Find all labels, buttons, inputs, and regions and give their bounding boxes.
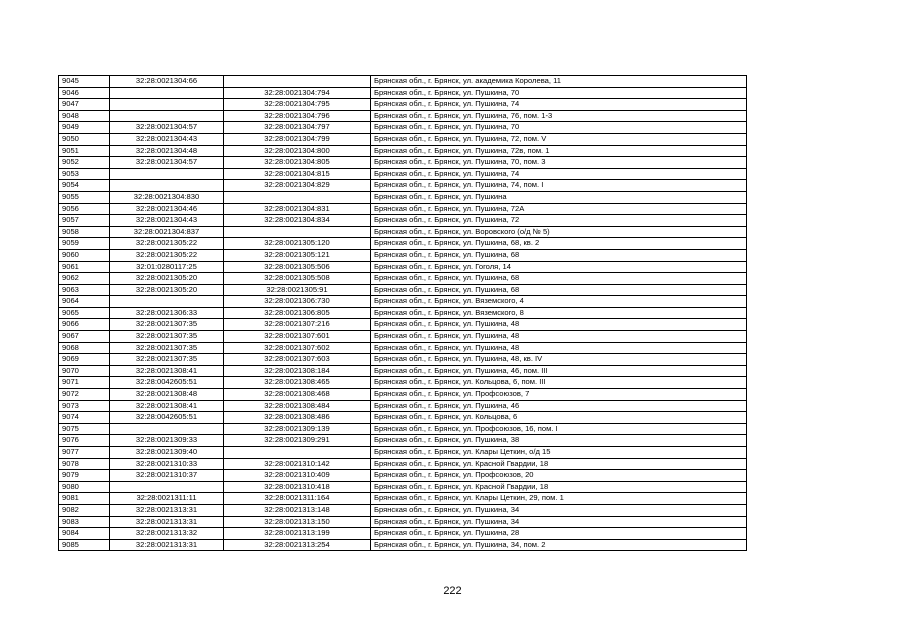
object-cadastral-number-cell: 32:28:0021309:291 <box>224 435 371 447</box>
object-cadastral-number-cell <box>224 447 371 459</box>
land-cadastral-number-cell: 32:28:0021304:43 <box>110 133 224 145</box>
object-cadastral-number-cell <box>224 226 371 238</box>
address-cell: Брянская обл., г. Брянск, ул. академика Королева, 11 <box>371 76 747 88</box>
object-cadastral-number-cell: 32:28:0021305:91 <box>224 284 371 296</box>
land-cadastral-number-cell: 32:28:0021304:837 <box>110 226 224 238</box>
address-cell: Брянская обл., г. Брянск, ул. Клары Цеткин, о/д 15 <box>371 447 747 459</box>
row-number-cell: 9046 <box>59 87 110 99</box>
object-cadastral-number-cell: 32:28:0021308:486 <box>224 412 371 424</box>
object-cadastral-number-cell: 32:28:0021305:120 <box>224 238 371 250</box>
table-row <box>59 284 747 296</box>
object-cadastral-number-cell: 32:28:0021313:148 <box>224 504 371 516</box>
land-cadastral-number-cell: 32:28:0021305:22 <box>110 238 224 250</box>
land-cadastral-number-cell: 32:28:0021304:57 <box>110 122 224 134</box>
registry-table-body <box>59 76 747 551</box>
table-row <box>59 273 747 285</box>
table-row <box>59 470 747 482</box>
land-cadastral-number-cell <box>110 296 224 308</box>
table-row <box>59 168 747 180</box>
land-cadastral-number-cell: 32:28:0021305:20 <box>110 284 224 296</box>
land-cadastral-number-cell: 32:28:0021304:57 <box>110 157 224 169</box>
address-cell: Брянская обл., г. Брянск, ул. Пушкина, 68, кв. 2 <box>371 238 747 250</box>
table-row <box>59 99 747 111</box>
land-cadastral-number-cell: 32:28:0021313:31 <box>110 516 224 528</box>
address-cell: Брянская обл., г. Брянск, ул. Пушкина, 74, пом. I <box>371 180 747 192</box>
table-row <box>59 319 747 331</box>
land-cadastral-number-cell <box>110 168 224 180</box>
object-cadastral-number-cell <box>224 76 371 88</box>
row-number-cell: 9083 <box>59 516 110 528</box>
object-cadastral-number-cell: 32:28:0021304:796 <box>224 110 371 122</box>
address-cell: Брянская обл., г. Брянск, ул. Пушкина, 34 <box>371 504 747 516</box>
land-cadastral-number-cell <box>110 110 224 122</box>
row-number-cell: 9067 <box>59 331 110 343</box>
address-cell: Брянская обл., г. Брянск, ул. Пушкина, 48, кв. IV <box>371 354 747 366</box>
land-cadastral-number-cell: 32:28:0021309:33 <box>110 435 224 447</box>
object-cadastral-number-cell: 32:28:0021304:794 <box>224 87 371 99</box>
row-number-cell: 9047 <box>59 99 110 111</box>
address-cell: Брянская обл., г. Брянск, ул. Кольцова, 6, пом. III <box>371 377 747 389</box>
object-cadastral-number-cell: 32:28:0021304:795 <box>224 99 371 111</box>
address-cell: Брянская обл., г. Брянск, ул. Пушкина, 70, пом. 3 <box>371 157 747 169</box>
table-row <box>59 226 747 238</box>
land-cadastral-number-cell: 32:28:0021304:43 <box>110 215 224 227</box>
address-cell: Брянская обл., г. Брянск, ул. Воровского (о/д № 5) <box>371 226 747 238</box>
land-cadastral-number-cell: 32:28:0021304:830 <box>110 191 224 203</box>
object-cadastral-number-cell: 32:28:0021304:799 <box>224 133 371 145</box>
address-cell: Брянская обл., г. Брянск, ул. Профсоюзов, 20 <box>371 470 747 482</box>
address-cell: Брянская обл., г. Брянск, ул. Клары Цеткин, 29, пом. 1 <box>371 493 747 505</box>
row-number-cell: 9052 <box>59 157 110 169</box>
address-cell: Брянская обл., г. Брянск, ул. Профсоюзов, 7 <box>371 389 747 401</box>
address-cell: Брянская обл., г. Брянск, ул. Пушкина, 72 <box>371 215 747 227</box>
table-row <box>59 458 747 470</box>
address-cell: Брянская обл., г. Брянск, ул. Красной Гвардии, 18 <box>371 458 747 470</box>
land-cadastral-number-cell: 32:28:0021307:35 <box>110 354 224 366</box>
table-row <box>59 365 747 377</box>
table-row <box>59 238 747 250</box>
row-number-cell: 9076 <box>59 435 110 447</box>
row-number-cell: 9050 <box>59 133 110 145</box>
row-number-cell: 9081 <box>59 493 110 505</box>
object-cadastral-number-cell: 32:28:0021311:164 <box>224 493 371 505</box>
table-row <box>59 516 747 528</box>
registry-table <box>58 75 747 551</box>
land-cadastral-number-cell: 32:28:0021307:35 <box>110 319 224 331</box>
land-cadastral-number-cell: 32:28:0021308:41 <box>110 365 224 377</box>
row-number-cell: 9069 <box>59 354 110 366</box>
table-row <box>59 504 747 516</box>
address-cell: Брянская обл., г. Брянск, ул. Пушкина, 34 <box>371 516 747 528</box>
row-number-cell: 9078 <box>59 458 110 470</box>
row-number-cell: 9055 <box>59 191 110 203</box>
table-row <box>59 435 747 447</box>
address-cell: Брянская обл., г. Брянск, ул. Пушкина, 70 <box>371 87 747 99</box>
row-number-cell: 9061 <box>59 261 110 273</box>
object-cadastral-number-cell: 32:28:0021304:797 <box>224 122 371 134</box>
row-number-cell: 9071 <box>59 377 110 389</box>
table-row <box>59 307 747 319</box>
table-row <box>59 377 747 389</box>
object-cadastral-number-cell: 32:28:0021306:805 <box>224 307 371 319</box>
object-cadastral-number-cell: 32:28:0021305:506 <box>224 261 371 273</box>
row-number-cell: 9074 <box>59 412 110 424</box>
object-cadastral-number-cell: 32:28:0021310:418 <box>224 481 371 493</box>
table-row <box>59 493 747 505</box>
object-cadastral-number-cell: 32:28:0021306:730 <box>224 296 371 308</box>
object-cadastral-number-cell: 32:28:0021307:602 <box>224 342 371 354</box>
object-cadastral-number-cell: 32:28:0021310:142 <box>224 458 371 470</box>
row-number-cell: 9066 <box>59 319 110 331</box>
land-cadastral-number-cell: 32:01:0280117:25 <box>110 261 224 273</box>
object-cadastral-number-cell: 32:28:0021307:601 <box>224 331 371 343</box>
object-cadastral-number-cell: 32:28:0021307:603 <box>224 354 371 366</box>
row-number-cell: 9063 <box>59 284 110 296</box>
object-cadastral-number-cell: 32:28:0021309:139 <box>224 423 371 435</box>
table-row <box>59 122 747 134</box>
address-cell: Брянская обл., г. Брянск, ул. Пушкина, 48 <box>371 319 747 331</box>
address-cell: Брянская обл., г. Брянск, ул. Красной Гвардии, 18 <box>371 481 747 493</box>
table-row <box>59 342 747 354</box>
table-row <box>59 261 747 273</box>
row-number-cell: 9064 <box>59 296 110 308</box>
row-number-cell: 9077 <box>59 447 110 459</box>
address-cell: Брянская обл., г. Брянск, ул. Пушкина, 72А <box>371 203 747 215</box>
row-number-cell: 9048 <box>59 110 110 122</box>
address-cell: Брянская обл., г. Брянск, ул. Пушкина, 46 <box>371 400 747 412</box>
object-cadastral-number-cell: 32:28:0021313:150 <box>224 516 371 528</box>
table-row <box>59 389 747 401</box>
land-cadastral-number-cell: 32:28:0021304:46 <box>110 203 224 215</box>
row-number-cell: 9060 <box>59 249 110 261</box>
object-cadastral-number-cell: 32:28:0021308:465 <box>224 377 371 389</box>
land-cadastral-number-cell: 32:28:0021308:48 <box>110 389 224 401</box>
land-cadastral-number-cell: 32:28:0042605:51 <box>110 412 224 424</box>
object-cadastral-number-cell: 32:28:0021305:121 <box>224 249 371 261</box>
table-row <box>59 423 747 435</box>
address-cell: Брянская обл., г. Брянск, ул. Профсоюзов, 16, пом. I <box>371 423 747 435</box>
address-cell: Брянская обл., г. Брянск, ул. Пушкина, 48 <box>371 342 747 354</box>
land-cadastral-number-cell: 32:28:0021305:22 <box>110 249 224 261</box>
table-row <box>59 528 747 540</box>
address-cell: Брянская обл., г. Брянск, ул. Гоголя, 14 <box>371 261 747 273</box>
address-cell: Брянская обл., г. Брянск, ул. Пушкина, 70 <box>371 122 747 134</box>
address-cell: Брянская обл., г. Брянск, ул. Пушкина, 72, пом. V <box>371 133 747 145</box>
object-cadastral-number-cell <box>224 191 371 203</box>
row-number-cell: 9059 <box>59 238 110 250</box>
land-cadastral-number-cell: 32:28:0021310:37 <box>110 470 224 482</box>
table-row <box>59 354 747 366</box>
table-row <box>59 400 747 412</box>
object-cadastral-number-cell: 32:28:0021304:829 <box>224 180 371 192</box>
address-cell: Брянская обл., г. Брянск, ул. Пушкина, 34, пом. 2 <box>371 539 747 551</box>
land-cadastral-number-cell: 32:28:0021313:32 <box>110 528 224 540</box>
address-cell: Брянская обл., г. Брянск, ул. Пушкина, 38 <box>371 435 747 447</box>
land-cadastral-number-cell: 32:28:0042605:51 <box>110 377 224 389</box>
row-number-cell: 9056 <box>59 203 110 215</box>
row-number-cell: 9065 <box>59 307 110 319</box>
row-number-cell: 9079 <box>59 470 110 482</box>
table-row <box>59 447 747 459</box>
land-cadastral-number-cell: 32:28:0021307:35 <box>110 331 224 343</box>
table-row <box>59 87 747 99</box>
row-number-cell: 9054 <box>59 180 110 192</box>
object-cadastral-number-cell: 32:28:0021305:508 <box>224 273 371 285</box>
row-number-cell: 9051 <box>59 145 110 157</box>
row-number-cell: 9068 <box>59 342 110 354</box>
object-cadastral-number-cell: 32:28:0021308:468 <box>224 389 371 401</box>
object-cadastral-number-cell: 32:28:0021310:409 <box>224 470 371 482</box>
object-cadastral-number-cell: 32:28:0021308:484 <box>224 400 371 412</box>
table-row <box>59 191 747 203</box>
object-cadastral-number-cell: 32:28:0021304:831 <box>224 203 371 215</box>
address-cell: Брянская обл., г. Брянск, ул. Пушкина, 68 <box>371 284 747 296</box>
table-row <box>59 481 747 493</box>
object-cadastral-number-cell: 32:28:0021304:805 <box>224 157 371 169</box>
address-cell: Брянская обл., г. Брянск, ул. Пушкина, 68 <box>371 249 747 261</box>
row-number-cell: 9070 <box>59 365 110 377</box>
row-number-cell: 9045 <box>59 76 110 88</box>
row-number-cell: 9053 <box>59 168 110 180</box>
address-cell: Брянская обл., г. Брянск, ул. Пушкина, 46, пом. III <box>371 365 747 377</box>
land-cadastral-number-cell <box>110 99 224 111</box>
row-number-cell: 9057 <box>59 215 110 227</box>
land-cadastral-number-cell: 32:28:0021304:48 <box>110 145 224 157</box>
land-cadastral-number-cell: 32:28:0021308:41 <box>110 400 224 412</box>
row-number-cell: 9082 <box>59 504 110 516</box>
address-cell: Брянская обл., г. Брянск, ул. Пушкина, 68 <box>371 273 747 285</box>
table-row <box>59 296 747 308</box>
land-cadastral-number-cell: 32:28:0021310:33 <box>110 458 224 470</box>
page-number: 222 <box>443 585 462 597</box>
address-cell: Брянская обл., г. Брянск, ул. Пушкина, 28 <box>371 528 747 540</box>
land-cadastral-number-cell: 32:28:0021313:31 <box>110 504 224 516</box>
address-cell: Брянская обл., г. Брянск, ул. Вяземского, 8 <box>371 307 747 319</box>
land-cadastral-number-cell: 32:28:0021309:40 <box>110 447 224 459</box>
object-cadastral-number-cell: 32:28:0021307:216 <box>224 319 371 331</box>
land-cadastral-number-cell <box>110 423 224 435</box>
table-row <box>59 180 747 192</box>
table-row <box>59 157 747 169</box>
land-cadastral-number-cell: 32:28:0021311:11 <box>110 493 224 505</box>
row-number-cell: 9080 <box>59 481 110 493</box>
land-cadastral-number-cell <box>110 180 224 192</box>
row-number-cell: 9085 <box>59 539 110 551</box>
object-cadastral-number-cell: 32:28:0021308:184 <box>224 365 371 377</box>
address-cell: Брянская обл., г. Брянск, ул. Пушкина, 76, пом. 1-3 <box>371 110 747 122</box>
table-row <box>59 539 747 551</box>
row-number-cell: 9084 <box>59 528 110 540</box>
object-cadastral-number-cell: 32:28:0021313:199 <box>224 528 371 540</box>
row-number-cell: 9072 <box>59 389 110 401</box>
table-row <box>59 203 747 215</box>
object-cadastral-number-cell: 32:28:0021304:815 <box>224 168 371 180</box>
table-row <box>59 133 747 145</box>
row-number-cell: 9075 <box>59 423 110 435</box>
table-row <box>59 412 747 424</box>
address-cell: Брянская обл., г. Брянск, ул. Вяземского, 4 <box>371 296 747 308</box>
land-cadastral-number-cell <box>110 87 224 99</box>
land-cadastral-number-cell <box>110 481 224 493</box>
table-row <box>59 76 747 88</box>
address-cell: Брянская обл., г. Брянск, ул. Пушкина, 74 <box>371 99 747 111</box>
row-number-cell: 9049 <box>59 122 110 134</box>
row-number-cell: 9062 <box>59 273 110 285</box>
object-cadastral-number-cell: 32:28:0021304:800 <box>224 145 371 157</box>
land-cadastral-number-cell: 32:28:0021313:31 <box>110 539 224 551</box>
table-row <box>59 249 747 261</box>
row-number-cell: 9058 <box>59 226 110 238</box>
table-row <box>59 145 747 157</box>
land-cadastral-number-cell: 32:28:0021307:35 <box>110 342 224 354</box>
table-row <box>59 331 747 343</box>
address-cell: Брянская обл., г. Брянск, ул. Пушкина, 48 <box>371 331 747 343</box>
object-cadastral-number-cell: 32:28:0021304:834 <box>224 215 371 227</box>
object-cadastral-number-cell: 32:28:0021313:254 <box>224 539 371 551</box>
address-cell: Брянская обл., г. Брянск, ул. Пушкина, 72в, пом. 1 <box>371 145 747 157</box>
address-cell: Брянская обл., г. Брянск, ул. Кольцова, 6 <box>371 412 747 424</box>
address-cell: Брянская обл., г. Брянск, ул. Пушкина <box>371 191 747 203</box>
row-number-cell: 9073 <box>59 400 110 412</box>
land-cadastral-number-cell: 32:28:0021304:66 <box>110 76 224 88</box>
land-cadastral-number-cell: 32:28:0021305:20 <box>110 273 224 285</box>
table-row <box>59 110 747 122</box>
table-row <box>59 215 747 227</box>
address-cell: Брянская обл., г. Брянск, ул. Пушкина, 74 <box>371 168 747 180</box>
land-cadastral-number-cell: 32:28:0021306:33 <box>110 307 224 319</box>
